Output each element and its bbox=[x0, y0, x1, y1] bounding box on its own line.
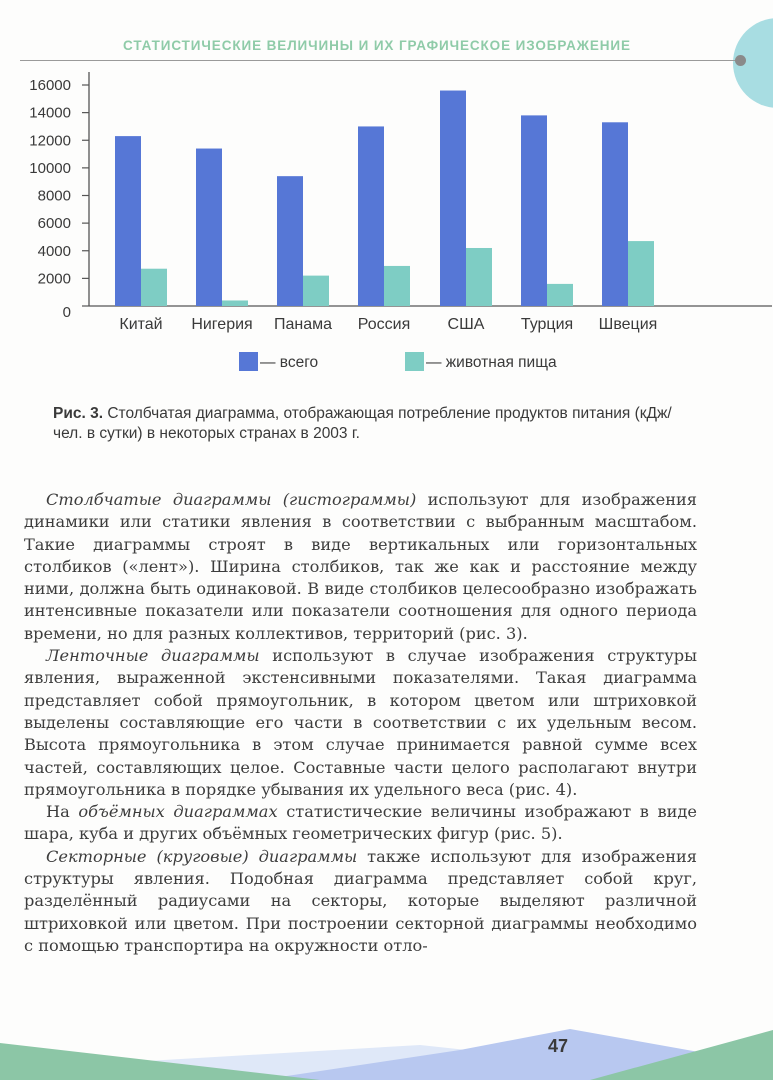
x-axis-labels bbox=[119, 316, 657, 333]
x-category-label: Турция bbox=[520, 316, 574, 333]
x-category-label: Нигерия bbox=[191, 316, 253, 333]
legend-swatch bbox=[239, 352, 258, 371]
x-category-label: США bbox=[447, 316, 485, 333]
legend bbox=[239, 352, 557, 371]
paragraph-text: используют для изображения динамики или статики явления в соответствии с выбранным масштабом. Такие диаграммы строят в виде вертикальных или горизонтальных столбиков («лент»). Ширина столбиков, так же как и расстояние между ними, должна быть одинаковой. В виде столбиков целесообразно изображать интенсивные показатели или показатели соотношения для одного периода времени, но для разных коллективов, территорий (рис. 3). bbox=[24, 490, 697, 643]
bar-total bbox=[602, 122, 628, 306]
legend-swatch bbox=[405, 352, 424, 371]
running-head: СТАТИСТИЧЕСКИЕ ВЕЛИЧИНЫ И ИХ ГРАФИЧЕСКОЕ ИЗОБРАЖЕНИЕ bbox=[123, 38, 631, 53]
figure-label: Рис. 3. bbox=[53, 405, 104, 422]
y-tick-label: 0 bbox=[62, 304, 71, 321]
bar-animal bbox=[303, 276, 329, 306]
bar-animal bbox=[628, 241, 654, 306]
y-tick-label: 10000 bbox=[29, 159, 71, 177]
paragraph-pie-charts bbox=[24, 846, 697, 957]
y-tick-label: 4000 bbox=[37, 242, 71, 260]
footer-mountains-decoration bbox=[0, 1010, 773, 1080]
bar-animal bbox=[466, 248, 492, 306]
y-tick-label: 12000 bbox=[29, 132, 71, 150]
y-tick-label: 6000 bbox=[37, 215, 71, 233]
figure-caption bbox=[53, 404, 693, 444]
x-category-label: Швеция bbox=[598, 316, 658, 333]
paragraph-volume-charts bbox=[24, 801, 697, 846]
bar-chart bbox=[0, 0, 773, 400]
legend-label: — всего bbox=[260, 354, 319, 371]
x-category-label: Китай bbox=[119, 316, 163, 333]
y-tick-label: 8000 bbox=[37, 187, 71, 205]
bar-total bbox=[196, 149, 222, 306]
x-category-label: Россия bbox=[357, 316, 411, 333]
paragraph-text: На bbox=[46, 802, 79, 822]
paragraph-text: статистические величины изображают в виде шара, куба и других объёмных геометрических фигур (рис. 5). bbox=[24, 802, 697, 844]
bar-animal bbox=[222, 300, 248, 306]
bar-total bbox=[521, 115, 547, 306]
legend-label: — животная пища bbox=[426, 354, 557, 371]
figure-caption-text: Столбчатая диаграмма, отображающая потребление продуктов питания (кДж/чел. в сутки) в некоторых странах в 2003 г. bbox=[53, 405, 672, 442]
paragraph-text: используют в случае изображения структуры явления, выраженной экстенсивными показателями. Такая диаграмма представляет собой прямоугольник, в котором цветом или штриховкой выделены составляющие его части в соответствии с их удельным весом. Высота прямоугольника в этом случае принимается равной сумме всех частей, составляющих целое. Составные части целого располагают внутри прямоугольника в порядке убывания их удельного веса (рис. 4). bbox=[24, 646, 697, 799]
bar-animal bbox=[141, 269, 167, 306]
paragraph-bar-charts bbox=[24, 489, 697, 645]
paragraph-ribbon-charts bbox=[24, 645, 697, 801]
term-ribbon-charts: Ленточные диаграммы bbox=[46, 646, 260, 666]
bar-total bbox=[358, 126, 384, 306]
bar-animal bbox=[384, 266, 410, 306]
bar-total bbox=[440, 91, 466, 306]
y-tick-label: 2000 bbox=[37, 270, 71, 288]
term-pie-charts: Секторные (круговые) диаграммы bbox=[46, 846, 358, 866]
x-category-label: Панама bbox=[273, 316, 333, 333]
y-tick-label: 14000 bbox=[29, 104, 71, 122]
term-bar-charts: Столбчатые диаграммы (гистограммы) bbox=[46, 490, 417, 509]
bars bbox=[115, 91, 654, 306]
bar-animal bbox=[547, 284, 573, 306]
body-text bbox=[24, 489, 697, 957]
term-volume-charts: объёмных диаграммах bbox=[78, 802, 278, 822]
bar-total bbox=[115, 136, 141, 306]
paragraph-text: также используют для изображения структуры явления. Подобная диаграмма представляет собой круг, разделённый радиусами на секторы, которые выделяют различной штриховкой или цветом. При построении секторной диаграммы необходимо с помощью транспортира на окружности отло- bbox=[24, 846, 697, 955]
page-number: 47 bbox=[548, 1036, 569, 1056]
bar-total bbox=[277, 176, 303, 306]
y-tick-label: 16000 bbox=[29, 77, 71, 94]
